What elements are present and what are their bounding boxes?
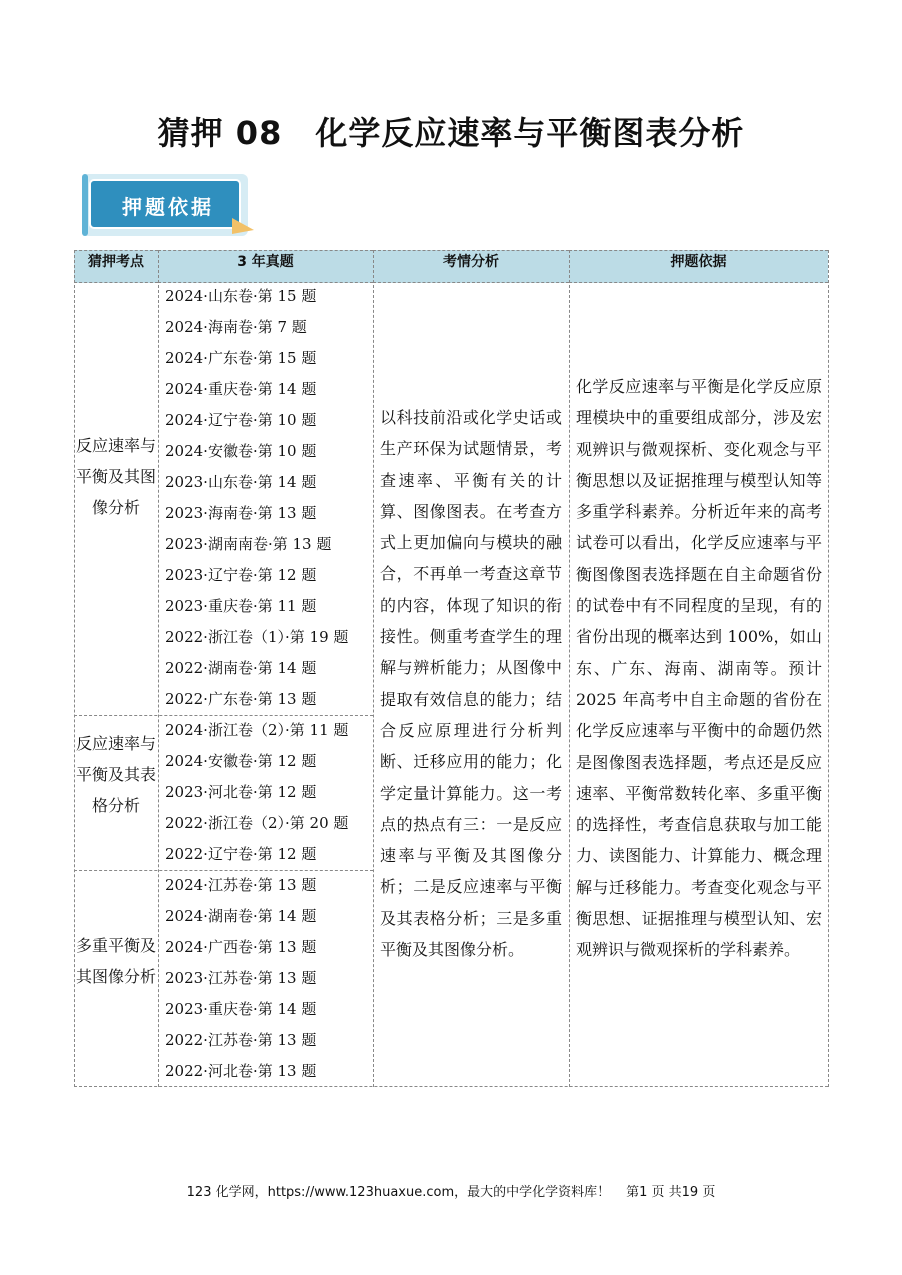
list-item: 2024·安徽卷·第 12 题	[165, 752, 317, 770]
header-analysis: 考情分析	[373, 250, 569, 283]
header-topic: 猜押考点	[74, 250, 158, 283]
analysis-text: 以科技前沿或化学史话或生产环保为试题情景，考查速率、平衡有关的计算、图像图表。在考查方式上更加偏向与模块的融合，不再单一考查这章节的内容，体现了知识的衔接性。侧重考查学生的理解与辨析能力；从图像中提取有效信息的能力；结合反应原理进行分析判断、迁移应用的能力；化学定量计算能力。这一考点的热点有三：一是反应速率与平衡及其图像分析；二是反应速率与平衡及其表格分析；三是多重平衡及其图像分析。	[380, 408, 562, 960]
section-banner	[82, 174, 258, 236]
topic-label: 反应速率与平衡及其图像分析	[75, 436, 156, 517]
table-divider	[569, 250, 570, 1087]
footer-text: 123 化学网，https://www.123huaxue.com，最大的中学化学资料库！	[186, 1185, 611, 1200]
table-divider	[158, 250, 159, 1087]
topic-label: 多重平衡及其图像分析	[75, 936, 156, 986]
topic-cell	[74, 930, 158, 992]
list-item: 2022·浙江卷（2）·第 20 题	[165, 814, 349, 832]
header-questions: 3 年真题	[158, 250, 373, 283]
header-basis: 押题依据	[569, 250, 828, 283]
list-item: 2022·辽宁卷·第 12 题	[165, 845, 317, 863]
list-item: 2024·湖南卷·第 14 题	[165, 907, 317, 925]
list-item: 2024·浙江卷（2）·第 11 题	[165, 721, 349, 739]
list-item: 2024·安徽卷·第 10 题	[165, 442, 317, 460]
page-title: 猜押 08 化学反应速率与平衡图表分析	[157, 114, 745, 152]
list-item: 2024·山东卷·第 15 题	[165, 287, 317, 305]
list-item: 2022·浙江卷（1）·第 19 题	[165, 628, 349, 646]
table-border-right	[828, 250, 829, 1087]
banner-label: 押题依据	[122, 195, 214, 219]
list-item: 2024·广东卷·第 15 题	[165, 349, 317, 367]
list-item: 2023·辽宁卷·第 12 题	[165, 566, 317, 584]
question-list	[165, 281, 365, 1087]
list-item: 2024·辽宁卷·第 10 题	[165, 411, 317, 429]
table-divider	[373, 250, 374, 1087]
list-item: 2024·重庆卷·第 14 题	[165, 380, 317, 398]
list-item: 2022·广东卷·第 13 题	[165, 690, 317, 708]
list-item: 2024·江苏卷·第 13 题	[165, 876, 317, 894]
list-item: 2023·河北卷·第 12 题	[165, 783, 317, 801]
list-item: 2023·海南卷·第 13 题	[165, 504, 317, 522]
list-item: 2022·湖南卷·第 14 题	[165, 659, 317, 677]
list-item: 2023·湖南南卷·第 13 题	[165, 535, 332, 553]
exam-table	[74, 250, 828, 1087]
list-item: 2024·广西卷·第 13 题	[165, 938, 317, 956]
basis-text: 化学反应速率与平衡是化学反应原理模块中的重要组成部分，涉及宏观辨识与微观探析、变化观念与平衡思想以及证据推理与模型认知等多重学科素养。分析近年来的高考试卷可以看出，化学反应速率与平衡图像图表选择题在自主命题省份的试卷中有不同程度的呈现，有的省份出现的概率达到 100%，如山东、广东、海南、湖南等。预计 2025 年高考中自主命题的省份在化学反应速率与平衡中的命题仍然是图像图表选择题，考点还是反应速率、平衡常数转化率、多重平衡的选择性，考查信息获取与加工能力、读图能力、计算能力、概念理解与迁移能力。考查变化观念与平衡思想、证据推理与模型认知、宏观辨识与微观探析的学科素养。	[576, 377, 822, 960]
list-item: 2023·江苏卷·第 13 题	[165, 969, 317, 987]
topic-cell	[74, 430, 158, 523]
list-item: 2023·山东卷·第 14 题	[165, 473, 317, 491]
list-item: 2023·重庆卷·第 14 题	[165, 1000, 317, 1018]
topic-cell	[74, 728, 158, 821]
list-item: 2022·河北卷·第 13 题	[165, 1062, 317, 1080]
page-footer	[0, 1181, 902, 1200]
topic-label: 反应速率与平衡及其表格分析	[75, 734, 156, 815]
list-item: 2023·重庆卷·第 11 题	[165, 597, 317, 615]
list-item: 2024·海南卷·第 7 题	[165, 318, 307, 336]
page-number: 第1 页 共19 页	[626, 1185, 716, 1200]
list-item: 2022·江苏卷·第 13 题	[165, 1031, 317, 1049]
